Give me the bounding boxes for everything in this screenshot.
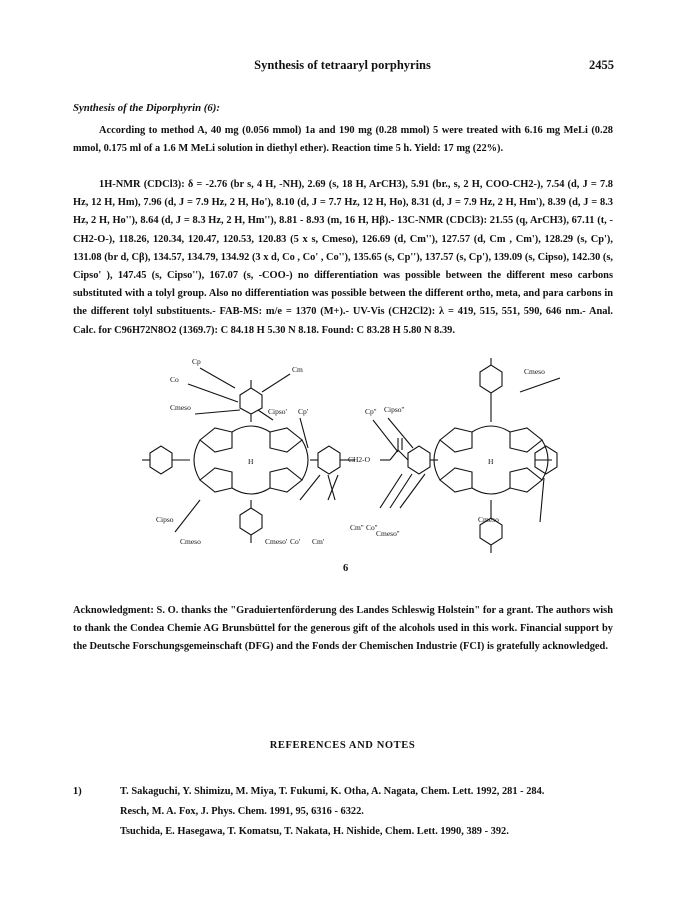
linker-phenyl-left [318, 446, 340, 474]
label-cipso: Cipso [156, 515, 174, 524]
label-cmeso-left: Cmeso [170, 403, 191, 412]
tolyl-ring-top-right [480, 365, 502, 393]
label-co: Co [170, 375, 179, 384]
section-heading: Synthesis of the Diporphyrin (6): [73, 102, 220, 114]
label-cipso1: Cipso' [268, 407, 287, 416]
tolyl-ring-bottom-left [240, 508, 262, 535]
acknowledgment-heading: Acknowledgment [73, 605, 151, 616]
label-cmeso-br: Cmeso [478, 515, 499, 524]
acknowledgment-paragraph [73, 602, 613, 657]
reference-line: T. Sakaguchi, Y. Shimizu, M. Miya, T. Fukumi, K. Otha, A. Nagata, Chem. Lett. 1992, 281 - 284. [120, 786, 545, 797]
label-cm: Cm [292, 365, 303, 374]
label-co2: Co'' [366, 523, 378, 532]
nmr-data-paragraph: 1H-NMR (CDCl3): δ = -2.76 (br s, 4 H, -NH), 2.69 (s, 18 H, ArCH3), 5.91 (br., s, 2 H, COO-CH2-), 7.54 (d, J = 7.8 Hz, 12 H, Hm), 7.96 (d, J = 7.9 Hz, 2 H, Ho'), 8.10 (d, J = 7.7 Hz, 12 H, Ho), 8.31 (d, J = 7.9 Hz, 2 H, Hm'), 8.39 (d, J = 8.3 Hz, 2 H, Ho''), 8.64 (d, J = 8.3 Hz, 2 H, Hm''), 8.81 - 8.93 (m, 16 H, Hβ).- 13C-NMR (CDCl3): 21.55 (q, ArCH3), 67.11 (t, -CH2-O-), 118.26, 120.34, 120.47, 120.53, 120.83 (5 x s, Cmeso), 126.69 (d, Cm''), 127.57 (d, Cm , Cm'), 128.29 (s, Cp'), 131.08 (br d, Cβ), 134.57, 134.79, 134.92 (3 x d, Co , Co' , Co''), 135.65 (s, Cp''), 137.57 (s, Cp'), 139.09 (s, Cipso), 142.30 (s, Cipso' ), 147.45 (s, Cipso''), 167.07 (s, -COO-) no differentiation was possible between the different meso carbons substituted with a tolyl group. Also no differentiation was possible between the different ortho, meta, and para carbons in the different tolyl substituents.- FAB-MS: m/e = 1370 (M+).- UV-Vis (CH2Cl2): λ = 419, 515, 551, 590, 646 nm.- Anal. Calc. for C96H72N8O2 (1369.7): C 84.18 H 5.30 N 8.18. Found: C 83.28 H 5.80 N 8.39. [73, 179, 613, 336]
running-header-title: Synthesis of tetraaryl porphyrins [254, 58, 431, 72]
synthesis-paragraph: According to method A, 40 mg (0.056 mmol) 1a and 190 mg (0.28 mmol) 5 were treated with 6.16 mg MeLi (0.28 mmol, 0.175 ml of a 1.6 M MeLi solution in diethyl ether). Reaction time 5 h. Yield: 17 mg (22%). [73, 125, 613, 155]
label-cmeso1: Cmeso' [265, 537, 288, 546]
page-number: 2455 [589, 58, 614, 72]
label-cm1: Cm' [312, 537, 325, 546]
references-heading: REFERENCES AND NOTES [269, 740, 416, 751]
label-co1: Co' [290, 537, 301, 546]
label-cm2: Cm'' [350, 523, 364, 532]
label-cp2: Cp'' [365, 407, 377, 416]
label-nh-left: H [248, 457, 254, 466]
label-cp1: Cp' [298, 407, 309, 416]
label-cmeso2: Cmeso'' [376, 529, 400, 538]
acknowledgment-text: : S. O. thanks the "Graduiertenförderung des Landes Schleswig Holstein" for a grant. The authors wish to thank the Condea Chemie AG Brunsbüttel for the generous gift of the alcohols used in this work. Financial support by the Deutsche Forschungsgemeinschaft (DFG) and the Fonds der Chemischen Industrie (FCI) is gratefully acknowledged. [73, 605, 613, 653]
label-ch2o: CH2-O [348, 455, 371, 464]
linker-phenyl-right [408, 446, 430, 474]
label-cp: Cp [192, 357, 201, 366]
reference-number: 1) [73, 786, 82, 797]
diporphyrin-structure-figure [140, 350, 560, 580]
reference-line: Tsuchida, E. Hasegawa, T. Komatsu, T. Nakata, H. Nishide, Chem. Lett. 1990, 389 - 392. [120, 826, 509, 837]
label-nh-right: H [488, 457, 494, 466]
label-cmeso-bottom: Cmeso [180, 537, 201, 546]
compound-number: 6 [343, 563, 349, 574]
reference-line: Resch, M. A. Fox, J. Phys. Chem. 1991, 95, 6316 - 6322. [120, 806, 364, 817]
label-cmeso-right: Cmeso [524, 367, 545, 376]
tolyl-ring-left [150, 446, 172, 474]
label-cipso2: Cipso'' [384, 405, 405, 414]
